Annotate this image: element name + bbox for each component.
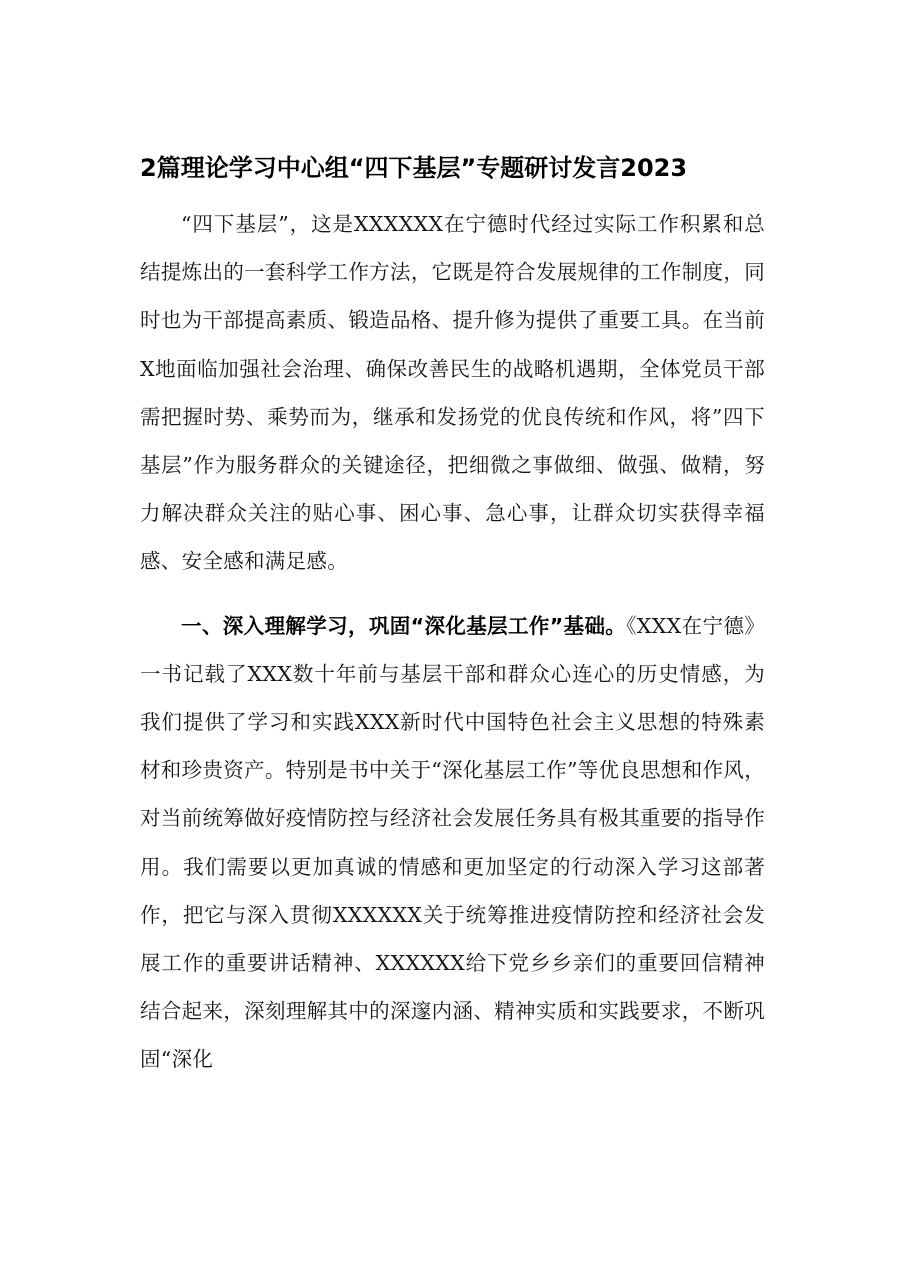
document-body [140,200,765,1084]
paragraph-intro [140,200,765,586]
paragraph-intro-text: “四下基层”，这是XXXXXX在宁德时代经过实际工作积累和总结提炼出的一套科学工作方法，它既是符合发展规律的工作制度，同时也为干部提高素质、锻造品格、提升修为提供了重要工具。在当前X地面临加强社会治理、确保改善民生的战略机遇期，全体党员干部需把握时势、乘势而为，继承和发扬党的优良传统和作风，将”四下基层”作为服务群众的关键途径，把细微之事做细、做强、做精，努力解决群众关注的贴心事、困心事、急心事，让群众切实获得幸福感、安全感和满足感。 [140,212,765,574]
paragraph-section-1 [140,602,765,1084]
section-1-text: 《XXX在宁德》一书记载了XXX数十年前与基层干部和群众心连心的历史情感，为我们提供了学习和实践XXX新时代中国特色社会主义思想的特殊素材和珍贵资产。特别是书中关于“深化基层工作”等优良思想和作风，对当前统筹做好疫情防控与经济社会发展任务具有极其重要的指导作用。我们需要以更加真诚的情感和更加坚定的行动深入学习这部著作，把它与深入贯彻XXXXXX关于统筹推进疫情防控和经济社会发展工作的重要讲话精神、XXXXXX给下党乡乡亲们的重要回信精神结合起来，深刻理解其中的深邃内涵、精神实质和实践要求，不断巩固“深化 [140,613,765,1072]
section-1-heading: 一、深入理解学习，巩固“深化基层工作”基础。 [181,613,627,638]
document-title: 2篇理论学习中心组“四下基层”专题研讨发言2023 [140,154,688,182]
